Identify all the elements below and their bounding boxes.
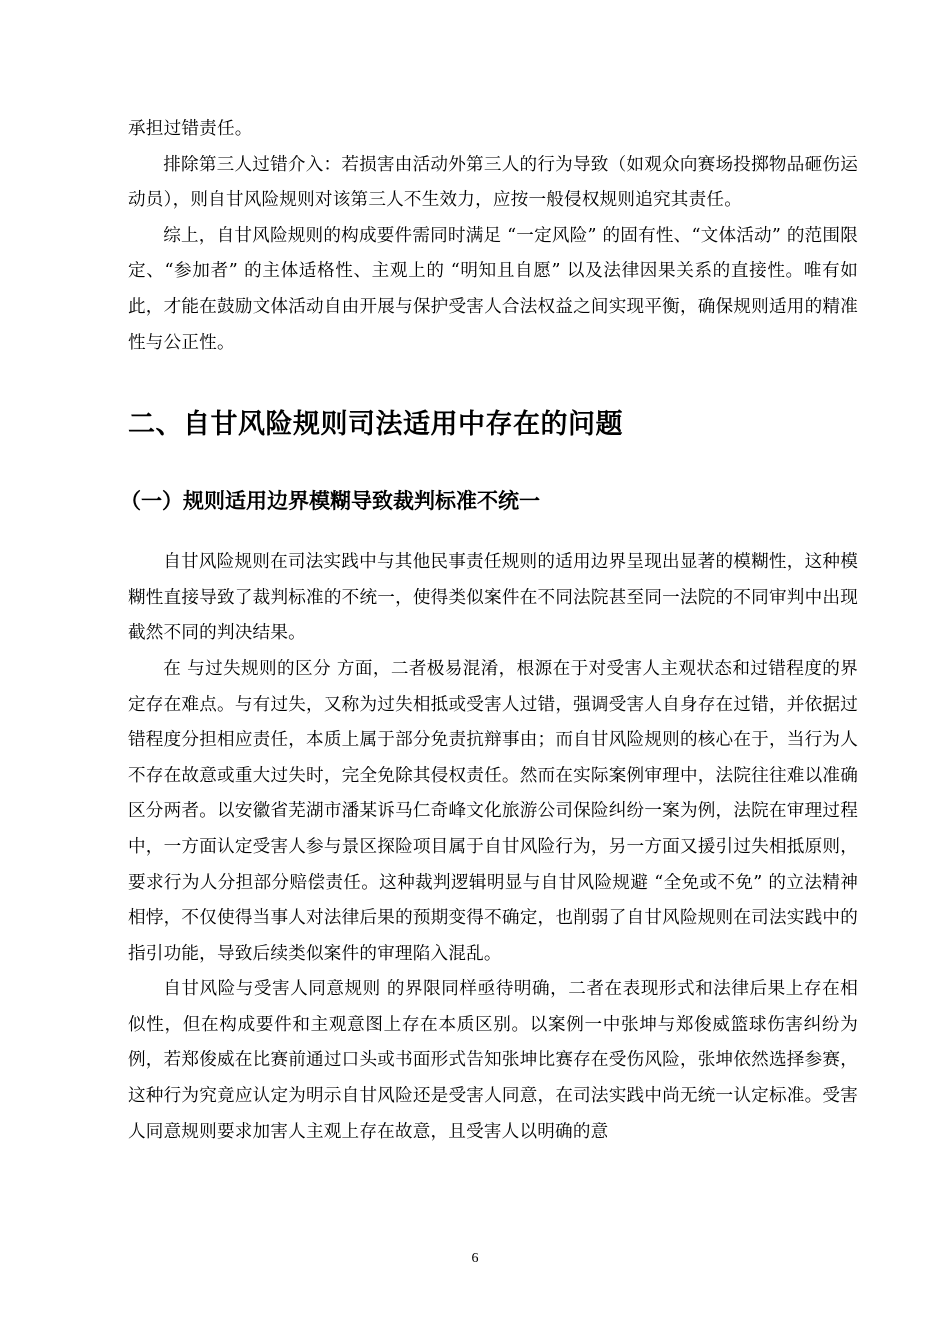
paragraph-negligence-distinction: 在 与过失规则的区分 方面，二者极易混淆，根源在于对受害人主观状态和过错程度的界定存在难点。与有过失，又称为过失相抵或受害人过错，强调受害人自身存在过错，并依据过错程度分担相应责任，本质上属于部分免责抗辩事由；而自甘风险规则的核心在于，当行为人不存在故意或重大过失时，完全免除其侵权责任。然而在实际案例审理中，法院往往难以准确区分两者。以安徽省芜湖市潘某诉马仁奇峰文化旅游公司保险纠纷一案为例，法院在审理过程中，一方面认定受害人参与景区探险项目属于自甘风险行为，另一方面又援引过失相抵原则，要求行为人分担部分赔偿责任。这种裁判逻辑明显与自甘风险规避 “全免或不免” 的立法精神相悖，不仅使得当事人对法律后果的预期变得不确定，也削弱了自甘风险规则在司法实践中的指引功能，导致后续类似案件的审理陷入混乱。 <box>128 658 858 964</box>
paragraph-consent-distinction: 自甘风险与受害人同意规则 的界限同样亟待明确，二者在表现形式和法律后果上存在相似性，但在构成要件和主观意图上存在本质区别。以案例一中张坤与郑俊威篮球伤害纠纷为例，若郑俊威在比赛前通过口头或书面形式告知张坤比赛存在受伤风险，张坤依然选择参赛，这种行为究竟应认定为明示自甘风险还是受害人同意，在司法实践中尚无统一认定标准。受害人同意规则要求加害人主观上存在故意，且受害人以明确的意 <box>128 979 858 1142</box>
page-content <box>120 112 858 1150</box>
paragraph-summary: 综上，自甘风险规则的构成要件需同时满足 “一定风险” 的固有性、“文体活动” 的范围限定、“参加者” 的主体适格性、主观上的 “明知且自愿” 以及法律因果关系的直接性。唯有如此，才能在鼓励文体活动自由开展与保护受害人合法权益之间实现平衡，确保规则适用的精准性与公正性。 <box>128 225 858 353</box>
section-heading: 二、自甘风险规则司法适用中存在的问题 <box>128 409 623 441</box>
page-number: 6 <box>471 1251 479 1266</box>
paragraph-continuation: 承担过错责任。 <box>128 119 253 139</box>
paragraph-intro: 自甘风险规则在司法实践中与其他民事责任规则的适用边界呈现出显著的模糊性，这种模糊性直接导致了裁判标准的不统一，使得类似案件在不同法院甚至同一法院的不同审判中出现截然不同的判决结果。 <box>128 552 858 644</box>
subsection-heading: （一）规则适用边界模糊导致裁判标准不统一 <box>120 489 540 514</box>
paragraph-third-party-exclusion: 排除第三人过错介入：若损害由活动外第三人的行为导致（如观众向赛场投掷物品砸伤运动员），则自甘风险规则对该第三人不生效力，应按一般侵权规则追究其责任。 <box>128 154 858 211</box>
